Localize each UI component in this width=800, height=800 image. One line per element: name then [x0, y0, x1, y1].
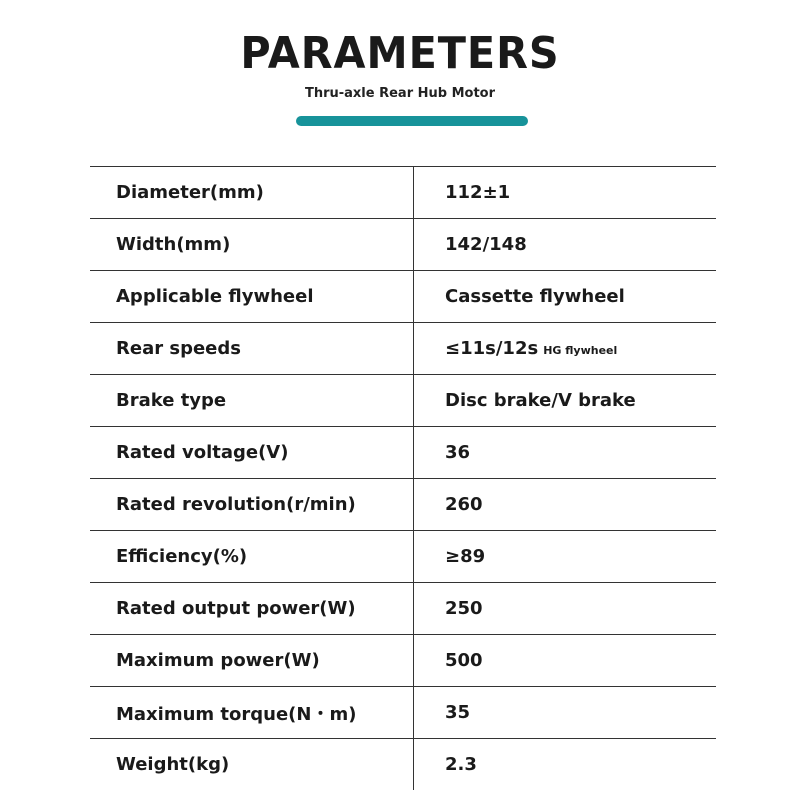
parameter-value: 250 [445, 598, 483, 619]
parameter-value: 500 [445, 650, 483, 671]
parameter-value: 260 [445, 494, 483, 515]
parameter-value-cell [414, 739, 716, 790]
parameter-value-cell [414, 479, 716, 530]
parameter-label: Maximum power(W) [90, 635, 414, 686]
parameter-label: Rated output power(W) [90, 583, 414, 634]
table-row [90, 583, 716, 635]
parameters-table [90, 166, 716, 790]
page-subtitle: Thru-axle Rear Hub Motor [304, 86, 496, 101]
parameter-value: 2.3 [445, 754, 477, 775]
table-row [90, 271, 716, 323]
table-row [90, 167, 716, 219]
parameter-label: Weight(kg) [90, 739, 414, 790]
parameter-value-cell [414, 167, 716, 218]
parameter-value: Disc brake/V brake [445, 390, 636, 411]
parameter-label: Rated voltage(V) [90, 427, 414, 478]
table-row [90, 687, 716, 739]
parameter-label: Rated revolution(r/min) [90, 479, 414, 530]
table-row [90, 635, 716, 687]
accent-bar [296, 116, 528, 126]
parameter-value: 36 [445, 442, 471, 463]
table-row [90, 427, 716, 479]
table-row [90, 375, 716, 427]
parameter-value: ≤11s/12s [445, 338, 539, 359]
table-row [90, 323, 716, 375]
parameter-value-cell [414, 427, 716, 478]
parameter-label: Diameter(mm) [90, 167, 414, 218]
table-row [90, 739, 716, 790]
parameter-label: Efficiency(%) [90, 531, 414, 582]
parameter-value: 35 [445, 702, 471, 723]
page-title: PARAMETERS [240, 28, 560, 79]
table-row [90, 531, 716, 583]
parameter-label: Width(mm) [90, 219, 414, 270]
parameter-label: Maximum torque(N・m) [90, 687, 414, 738]
parameter-value-cell [414, 531, 716, 582]
parameter-label: Brake type [90, 375, 414, 426]
parameter-label: Rear speeds [90, 323, 414, 374]
table-row [90, 219, 716, 271]
parameter-value-cell [414, 219, 716, 270]
parameter-value-cell [414, 323, 716, 374]
table-row [90, 479, 716, 531]
parameter-note: HG flywheel [543, 344, 618, 357]
parameter-value: 142/148 [445, 234, 527, 255]
parameter-value-cell [414, 271, 716, 322]
parameter-value: ≥89 [445, 546, 486, 567]
parameter-value-cell [414, 375, 716, 426]
parameter-value-cell [414, 687, 716, 738]
parameter-value: Cassette flywheel [445, 286, 625, 307]
parameter-label: Applicable flywheel [90, 271, 414, 322]
parameter-value-cell [414, 583, 716, 634]
parameter-value-cell [414, 635, 716, 686]
parameter-value: 112±1 [445, 182, 511, 203]
